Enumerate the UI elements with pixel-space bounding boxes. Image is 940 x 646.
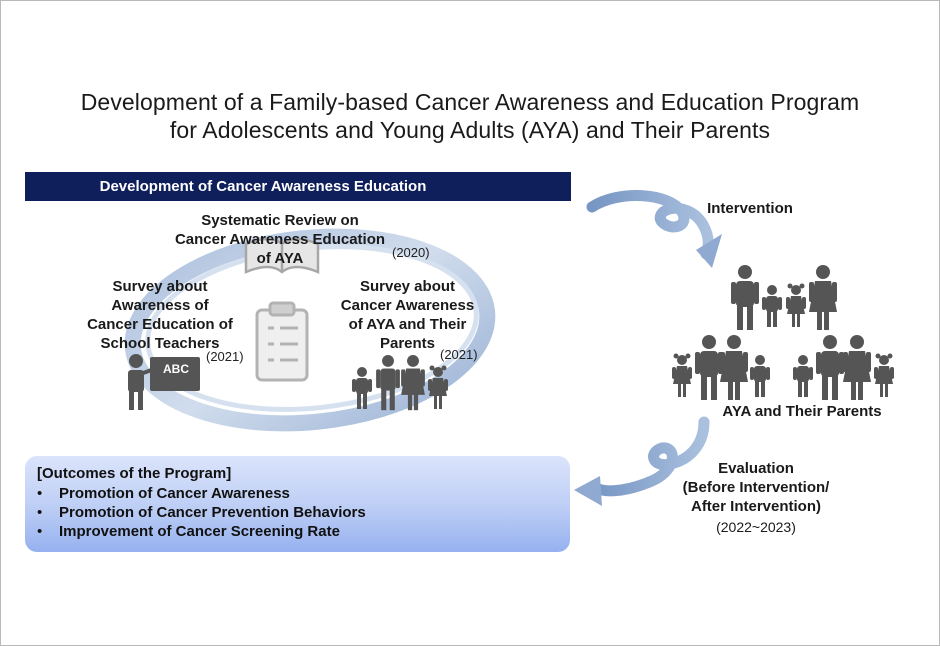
- title-line-2: for Adolescents and Young Adults (AYA) and Their Parents: [169, 117, 771, 143]
- parents-survey-label: [320, 277, 495, 353]
- teacher-line-3: Cancer Education of: [87, 316, 233, 333]
- parents-line-2: Cancer Awareness: [340, 297, 475, 314]
- teacher-line-4: School Teachers: [100, 335, 220, 352]
- review-line-2: Cancer Awareness Education: [174, 231, 386, 248]
- evaluation-line-2: (Before Intervention/: [682, 479, 830, 496]
- evaluation-line-1: Evaluation: [718, 460, 794, 477]
- teacher-survey-year: (2021): [206, 349, 244, 364]
- section-banner: Development of Cancer Awareness Education: [25, 172, 571, 201]
- evaluation-line-3: After Intervention): [690, 498, 821, 515]
- outcomes-list: [37, 484, 558, 541]
- family-icon: [672, 335, 770, 400]
- board-text: ABC: [163, 362, 189, 376]
- systematic-review-label: [150, 211, 410, 268]
- aya-parents-label: AYA and Their Parents: [722, 403, 882, 420]
- list-item: • Promotion of Cancer Prevention Behaviors: [37, 503, 558, 522]
- evaluation-label: [656, 459, 856, 516]
- page-title: [0, 88, 940, 144]
- list-item: • Improvement of Cancer Screening Rate: [37, 522, 558, 541]
- review-line-1: Systematic Review on: [201, 212, 359, 229]
- teacher-line-1: Survey about: [112, 278, 208, 295]
- parents-line-4: Parents: [379, 335, 436, 352]
- parents-survey-year: (2021): [440, 347, 478, 362]
- title-line-1: Development of a Family-based Cancer Awareness and Education Program: [80, 89, 860, 115]
- review-line-3: of AYA: [256, 250, 304, 267]
- clipboard-icon: [257, 303, 307, 380]
- outcomes-heading: [Outcomes of the Program]: [37, 465, 232, 482]
- parents-line-1: Survey about: [359, 278, 456, 295]
- teacher-survey-label: [60, 277, 260, 353]
- family-icon: [731, 265, 837, 330]
- list-item: • Promotion of Cancer Awareness: [37, 484, 558, 503]
- intervention-label: Intervention: [707, 200, 793, 217]
- review-year: (2020): [392, 245, 430, 260]
- parents-line-3: of AYA and Their: [348, 316, 467, 333]
- teacher-line-2: Awareness of: [111, 297, 209, 314]
- outcomes-box: [25, 456, 570, 552]
- evaluation-year: (2022~2023): [716, 519, 796, 535]
- family-icon: [793, 335, 894, 400]
